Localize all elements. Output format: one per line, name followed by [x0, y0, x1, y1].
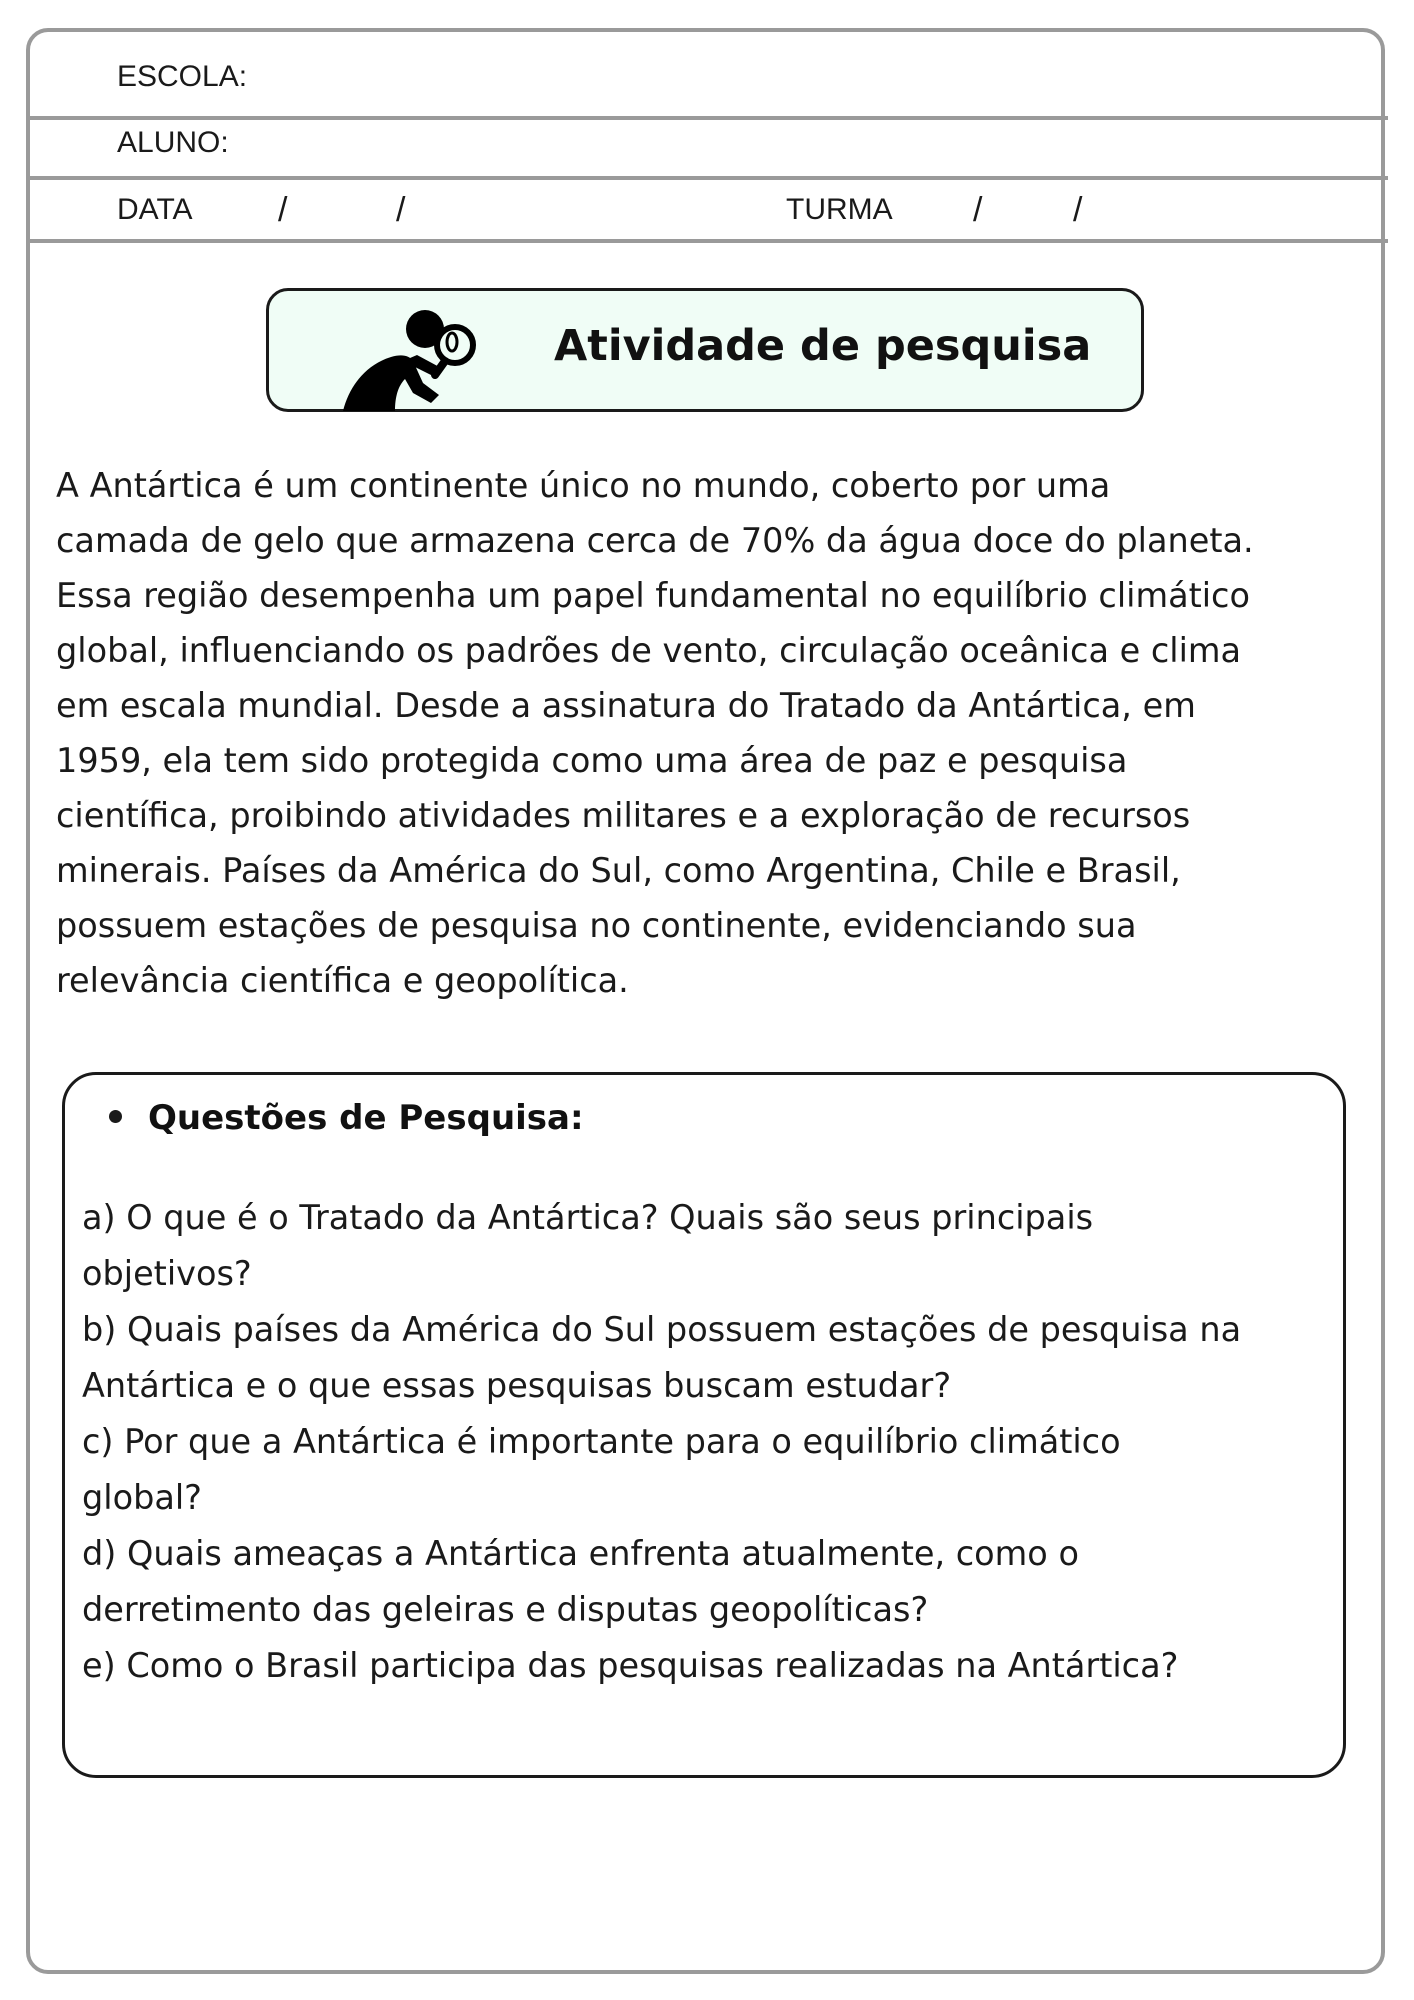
date-label: DATA [117, 193, 193, 226]
intro-line: minerais. Países da América do Sul, como Argentina, Chile e Brasil, [56, 851, 1181, 890]
bullet-icon [109, 1110, 122, 1123]
question-line: global? [82, 1478, 202, 1517]
question-line: d) Quais ameaças a Antártica enfrenta atualmente, como o [82, 1534, 1079, 1573]
intro-line: científica, proibindo atividades militares e a exploração de recursos [56, 796, 1191, 835]
question-line: c) Por que a Antártica é importante para o equilíbrio climático [82, 1422, 1121, 1461]
class-label: TURMA [786, 193, 893, 226]
header-divider [26, 116, 1388, 120]
intro-line: relevância científica e geopolítica. [56, 961, 629, 1000]
activity-title: Atividade de pesquisa [554, 321, 1092, 371]
question-line: b) Quais países da América do Sul possuem estações de pesquisa na [82, 1310, 1242, 1349]
class-separator: / [973, 191, 983, 229]
intro-line: em escala mundial. Desde a assinatura do Tratado da Antártica, em [56, 686, 1196, 725]
intro-line: Essa região desempenha um papel fundamental no equilíbrio climático [56, 576, 1250, 615]
school-label: ESCOLA: [117, 60, 248, 93]
header-divider [26, 239, 1388, 243]
question-line: a) O que é o Tratado da Antártica? Quais são seus principais [82, 1198, 1094, 1237]
intro-line: 1959, ela tem sido protegida como uma área de paz e pesquisa [56, 741, 1128, 780]
magnifying-glass-person-icon [339, 299, 479, 411]
class-separator: / [1073, 191, 1083, 229]
question-line: e) Como o Brasil participa das pesquisas realizadas na Antártica? [82, 1646, 1179, 1685]
intro-line: camada de gelo que armazena cerca de 70% da água doce do planeta. [56, 521, 1254, 560]
student-label: ALUNO: [117, 126, 229, 159]
questions-heading [109, 1098, 584, 1138]
intro-line: A Antártica é um continente único no mundo, coberto por uma [56, 466, 1111, 505]
activity-title-box [266, 288, 1144, 412]
questions-heading-text: Questões de Pesquisa: [148, 1098, 584, 1138]
question-line: derretimento das geleiras e disputas geopolíticas? [82, 1590, 929, 1629]
header-divider [26, 176, 1388, 180]
date-separator: / [396, 191, 406, 229]
question-line: objetivos? [82, 1254, 252, 1293]
question-line: Antártica e o que essas pesquisas buscam estudar? [82, 1366, 952, 1405]
intro-line: possuem estações de pesquisa no continente, evidenciando sua [56, 906, 1137, 945]
intro-line: global, influenciando os padrões de vento, circulação oceânica e clima [56, 631, 1242, 670]
intro-paragraph [56, 458, 1346, 1008]
date-separator: / [278, 191, 288, 229]
research-questions-box [62, 1072, 1346, 1778]
questions-list [82, 1190, 1332, 1694]
